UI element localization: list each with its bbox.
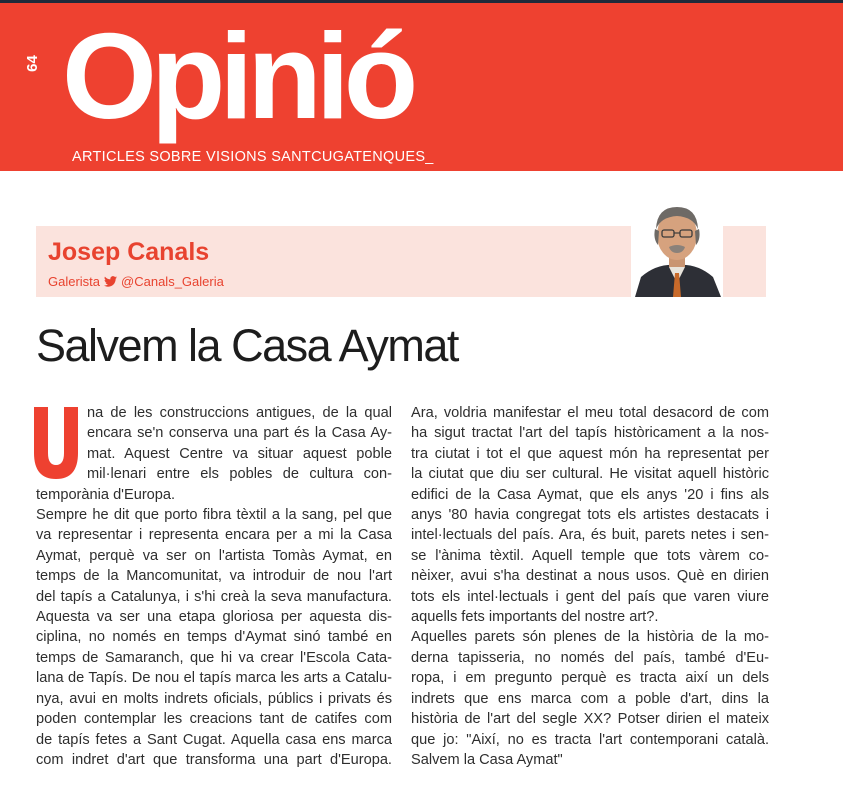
article-column-right <box>411 403 769 770</box>
body-line: Salvem la Casa Aymat" <box>411 751 563 768</box>
body-line: de tapís fetes a Sant Cugat. Aquella casa ens marca <box>36 731 392 748</box>
body-line: ciplina, no només en temps d'Aymat sinó també en <box>36 629 392 646</box>
body-line: indrets que ens marca com a poble d'art, dins la <box>411 690 769 707</box>
body-line: que jo: "Així, no es tracta l'art contemporani català. <box>411 731 769 748</box>
author-role: Galerista <box>48 274 101 289</box>
body-line: va representar i representa encara per a mi la Casa <box>36 527 392 544</box>
author-meta <box>48 274 224 289</box>
body-line: encara se'n conserva una part és la Casa Ay- <box>87 425 392 442</box>
body-line: lana de Tapís. De nou el tapís marca les arts a Catalu- <box>36 670 392 687</box>
author-name: Josep Canals <box>48 238 210 266</box>
body-line: del tapís a Catalunya, i s'hi creà la seva manufactura. <box>36 588 392 605</box>
body-line: edifici de la Casa Aymat, que els anys '20 i fins als <box>411 486 769 503</box>
page-number: 64 <box>23 55 41 72</box>
body-line: Aquesta va ser una etapa gloriosa per aquesta dis- <box>36 609 392 626</box>
body-line: mat. Aquest Centre va situar aquest poble <box>87 445 392 462</box>
article-headline: Salvem la Casa Aymat <box>36 320 458 371</box>
body-line: com indret d'art que transforma una part d'Europa. <box>36 751 392 768</box>
body-line: Aquelles parets són plenes de la història de la mo- <box>411 629 769 646</box>
section-subtitle: ARTICLES SOBRE VISIONS SANTCUGATENQUES_ <box>72 149 434 165</box>
dropcap-letter <box>34 407 78 479</box>
body-line: tots els intel·lectuals i gent del país que varen viure <box>411 588 769 605</box>
body-line: mil·lenari entre els pobles de cultura con- <box>87 466 392 483</box>
body-line: aquells fets importants del nostre art?. <box>411 609 659 626</box>
section-header <box>0 3 843 171</box>
body-line: nya, avui en molts indrets oficials, públics i privats és <box>36 690 392 707</box>
body-line: la ciutat que diu ser cultural. He visitat aquell històric <box>411 466 769 483</box>
body-line: na de les construccions antigues, de la qual <box>87 405 392 421</box>
body-line: nèixer, avui s'ha destinat a nous usos. Què en dirien <box>411 568 769 585</box>
body-line: temporània d'Europa. <box>36 486 176 503</box>
body-line: intel·lectuals del país. Ara, és buit, parets netes i sen- <box>411 527 769 544</box>
body-line: tra ciutat i tot el que aquest món ha representat per <box>411 445 769 462</box>
body-line: ropa, i em pregunto perquè es tracta així un dels <box>411 670 769 687</box>
twitter-handle[interactable]: @Canals_Galeria <box>121 274 224 289</box>
twitter-icon <box>104 276 117 287</box>
body-line: Aymat, perquè va ser on l'artista Tomàs Aymat, en <box>36 547 392 564</box>
body-line: Ara, voldria manifestar el meu total desacord de com <box>411 405 769 421</box>
article-column-left <box>36 403 392 770</box>
author-portrait <box>631 199 723 297</box>
body-line: ha sigut tractat l'art del tapís històricament a la nos- <box>411 425 769 442</box>
body-line: anys '80 havia congregat tots els artistes destacats i <box>411 507 769 524</box>
body-line: se l'ànima tèxtil. Aquell temple que tots vàrem co- <box>411 547 769 564</box>
body-line: història de l'art del segle XX? Potser dirien el mateix <box>411 711 769 728</box>
body-line: Sempre he dit que porto fibra tèxtil a la sang, pel que <box>36 507 392 524</box>
body-line: temps de la Mancomunitat, va introduir de nou l'art <box>36 568 392 585</box>
body-line: poden contemplar les creacions tant de catifes com <box>36 711 392 728</box>
body-line: temps de Samaranch, que hi va crear l'Escola Cata- <box>36 649 392 666</box>
body-line: derna tapisseria, no només del país, també d'Eu- <box>411 649 769 666</box>
section-title: Opinió <box>62 8 413 144</box>
